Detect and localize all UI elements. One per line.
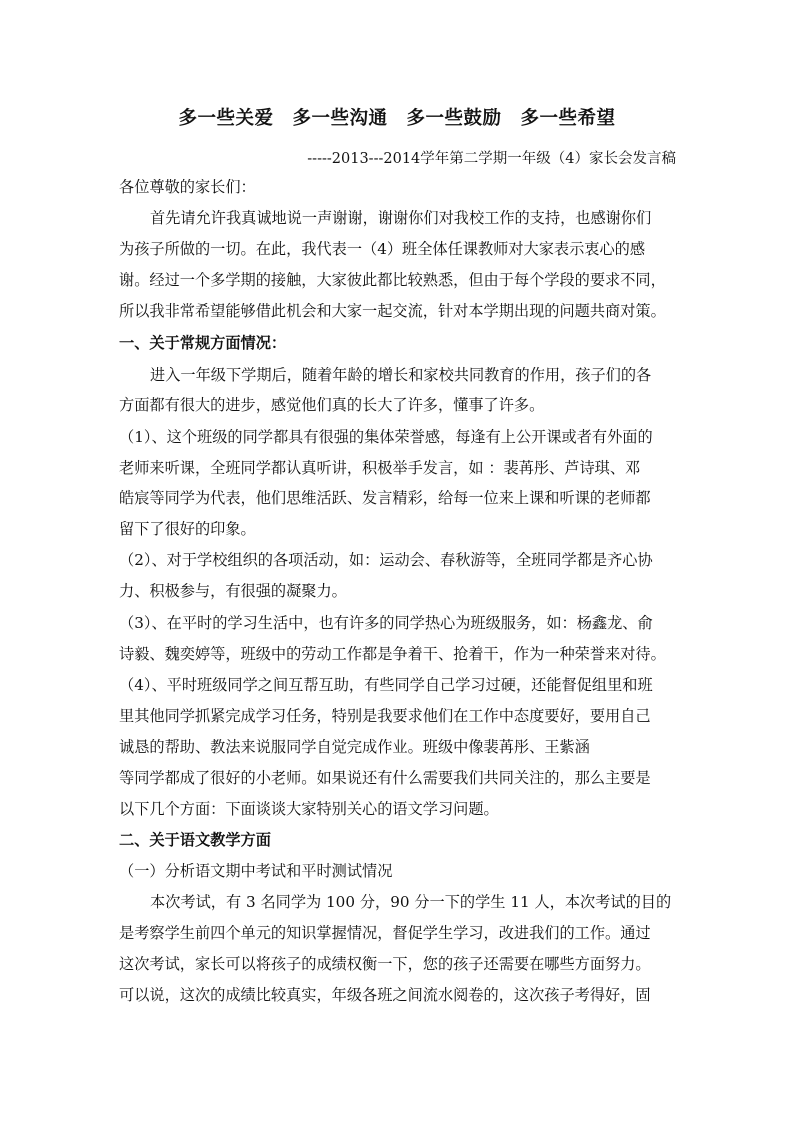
list-item-line: 老师来听课，全班同学都认真听讲，积极举手发言，如 ：裴苒彤、芦诗琪、邓 <box>119 459 641 477</box>
paragraph-line: 这次考试，家长可以将孩子的成绩权衡一下，您的孩子还需要在哪些方面努力。 <box>119 955 651 973</box>
document-subtitle: -----2013---2014学年第二学期一年级（4）家长会发言稿 <box>307 151 676 167</box>
paragraph-line: 首先请允许我真诚地说一声谢谢，谢谢你们对我校工作的支持，也感谢你们 <box>150 209 652 227</box>
paragraph-line: 可以说，这次的成绩比较真实，年级各班之间流水阅卷的，这次孩子考得好，固 <box>119 986 651 1004</box>
paragraph-line: 本次考试，有 3 名同学为 100 分，90 分一下的学生 11 人，本次考试的目的 <box>150 893 672 911</box>
list-item-line: 等同学都成了很好的小老师。如果说还有什么需要我们共同关注的，那么主要是 <box>119 769 651 787</box>
list-item-line: 皓宸等同学为代表，他们思维活跃、发言精彩，给每一位来上课和听课的老师都 <box>119 489 651 507</box>
list-item-line: 留下了很好的印象。 <box>119 520 256 538</box>
paragraph-line: 方面都有很大的进步，感觉他们真的长大了许多，懂事了许多。 <box>119 396 545 414</box>
list-item-line: （1）、这个班级的同学都具有很强的集体荣誉感，每逢有上公开课或者有外面的 <box>119 428 653 446</box>
paragraph-line: 为孩子所做的一切。在此，我代表一（4）班全体任课教师对大家表示衷心的感 <box>119 240 646 258</box>
document-title: 多一些关爱 多一些沟通 多一些鼓励 多一些希望 <box>178 108 616 129</box>
list-item-line: 诗毅、魏奕婷等，班级中的劳动工作都是争着干、抢着干，作为一种荣誉来对待。 <box>119 645 666 663</box>
section-heading-1: 一、关于常规方面情况： <box>119 334 287 352</box>
paragraph-line: 谢。经过一个多学期的接触，大家彼此都比较熟悉，但由于每个学段的要求不同， <box>119 271 666 289</box>
paragraph-line: 所以我非常希望能够借此机会和大家一起交流，针对本学期出现的问题共商对策。 <box>119 302 666 320</box>
list-item-line: （2）、对于学校组织的各项活动，如：运动会、春秋游等，全班同学都是齐心协 <box>119 551 653 569</box>
paragraph-line: 是考察学生前四个单元的知识掌握情况，督促学生学习，改进我们的工作。通过 <box>119 924 651 942</box>
list-item-line: 以下几个方面：下面谈谈大家特别关心的语文学习问题。 <box>119 800 499 818</box>
section-heading-2: 二、关于语文教学方面 <box>119 831 271 849</box>
list-item-line: 里其他同学抓紧完成学习任务，特别是我要求他们在工作中态度要好，要用自己 <box>119 707 651 725</box>
list-item-line: （4）、平时班级同学之间互帮互助，有些同学自己学习过硬，还能督促组里和班 <box>119 676 653 694</box>
subsection-heading: （一）分析语文期中考试和平时测试情况 <box>119 862 393 880</box>
paragraph-line: 进入一年级下学期后，随着年龄的增长和家校共同教育的作用，孩子们的各 <box>150 366 652 384</box>
list-item-line: 诚恳的帮助、教法来说服同学自觉完成作业。班级中像裴苒彤、王紫涵 <box>119 738 590 756</box>
list-item-line: 力、积极参与，有很强的凝聚力。 <box>119 582 347 600</box>
greeting-line: 各位尊敬的家长们： <box>119 178 256 196</box>
list-item-line: （3）、在平时的学习生活中，也有许多的同学热心为班级服务，如：杨鑫龙、俞 <box>119 614 653 632</box>
